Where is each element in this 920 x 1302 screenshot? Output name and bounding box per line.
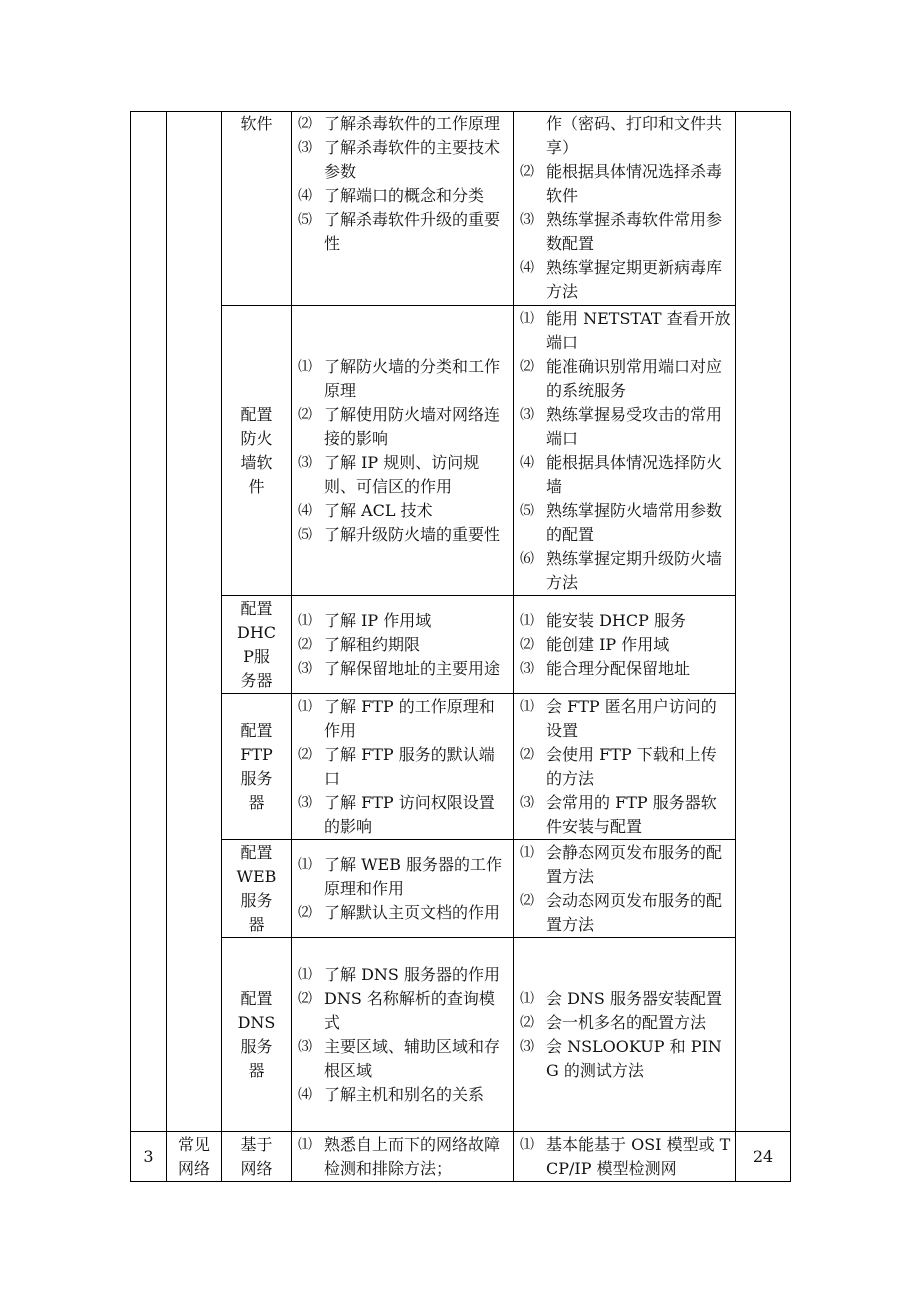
list-item: [298, 112, 509, 136]
topic-cell: 配置FTP服务器: [222, 694, 292, 840]
list-item: [520, 657, 731, 681]
item-number: ⑷: [520, 454, 534, 471]
item-number: ⑴: [520, 698, 534, 715]
number-cell: [131, 112, 167, 1132]
skills-cell: [514, 306, 736, 596]
list-item: [520, 355, 731, 403]
topic-cell: 配置DNS服务器: [222, 938, 292, 1132]
item-number: ⑶: [520, 794, 534, 811]
item-text: 基本能基于 OSI 模型或 TCP/IP 模型检测网: [546, 1134, 731, 1178]
item-text: 了解杀毒软件升级的重要性: [324, 210, 501, 253]
item-text: 能创建 IP 作用域: [546, 634, 670, 654]
list-item: [298, 355, 509, 403]
item-text: 了解 DNS 服务器的作用: [324, 964, 500, 984]
skills-cell: [514, 596, 736, 694]
curriculum-table: [130, 111, 791, 1182]
list-item: [520, 791, 731, 839]
item-text: 了解 ACL 技术: [324, 500, 433, 520]
list-item: [520, 633, 731, 657]
table-row: [131, 306, 791, 596]
list-item: [298, 853, 509, 901]
item-text: 会 FTP 匿名用户访问的设置: [546, 696, 717, 740]
knowledge-list: [292, 853, 513, 925]
item-number: ⑴: [520, 844, 534, 861]
item-text: 了解端口的概念和分类: [324, 186, 485, 205]
item-number: ⑶: [520, 1038, 534, 1055]
topic-cell: 软件: [222, 112, 292, 306]
item-number: ⑵: [298, 990, 312, 1007]
item-number: ⑸: [298, 526, 312, 543]
list-item: [298, 657, 509, 681]
item-text: 熟练掌握防火墙常用参数的配置: [546, 500, 723, 544]
list-item: [298, 987, 509, 1035]
item-number: ⑴: [298, 856, 312, 873]
item-text: 了解 FTP 服务的默认端口: [324, 744, 495, 788]
item-text: 了解杀毒软件的工作原理: [324, 114, 501, 133]
table-row: [131, 112, 791, 306]
list-item: [520, 256, 731, 304]
list-item: [298, 695, 509, 743]
item-text: 能根据具体情况选择杀毒软件: [546, 162, 723, 205]
topic-cell: 配置WEB服务器: [222, 840, 292, 938]
knowledge-list: [292, 695, 513, 839]
category-label: 网络: [177, 1158, 210, 1178]
knowledge-list: [292, 112, 513, 256]
number-cell: [131, 1132, 167, 1182]
list-item: [298, 499, 509, 523]
hours-cell: [736, 1132, 791, 1182]
knowledge-cell: [292, 840, 514, 938]
knowledge-cell: [292, 112, 514, 306]
list-item: [520, 609, 731, 633]
item-text: 会使用 FTP 下载和上传的方法: [546, 744, 717, 788]
hours-cell: [736, 112, 791, 1132]
item-number: ⑵: [298, 636, 312, 653]
item-number: ⑶: [520, 660, 534, 677]
knowledge-list: [292, 1133, 513, 1181]
knowledge-cell: [292, 938, 514, 1132]
topic-label: 基于: [240, 1134, 273, 1154]
item-number: ⑴: [520, 1136, 534, 1153]
skills-list: [514, 307, 735, 595]
item-text: 会常用的 FTP 服务器软件安装与配置: [546, 792, 717, 836]
list-item: [298, 791, 509, 839]
topic-cell: 配置DHCP服务器: [222, 596, 292, 694]
topic-label: 网络: [240, 1158, 273, 1178]
item-number: ⑴: [298, 1136, 312, 1153]
item-text: 了解 FTP 的工作原理和作用: [324, 696, 495, 740]
list-item: [298, 963, 509, 987]
list-item: [520, 307, 731, 355]
list-item: [298, 136, 509, 184]
item-number: ⑵: [298, 746, 312, 763]
list-item: [298, 1083, 509, 1107]
item-number: ⑴: [298, 966, 312, 983]
category-label: 常见: [177, 1134, 210, 1154]
item-number: ⑹: [520, 550, 534, 567]
list-item: [298, 1133, 509, 1181]
knowledge-list: [292, 355, 513, 547]
skills-list: [514, 841, 735, 937]
item-number: ⑵: [298, 406, 312, 423]
item-number: ⑶: [298, 1038, 312, 1055]
skills-cell: [514, 1132, 736, 1182]
list-item: [520, 208, 731, 256]
item-number: ⑷: [520, 260, 534, 276]
skills-list: [514, 112, 735, 304]
item-text: 了解防火墙的分类和工作原理: [324, 356, 501, 400]
table-row: [131, 596, 791, 694]
list-item: [520, 987, 731, 1011]
item-text: 了解 IP 作用域: [324, 610, 432, 630]
list-item: [298, 451, 509, 499]
list-item: [520, 1011, 731, 1035]
list-item: [520, 1133, 731, 1181]
category-cell: [167, 1132, 222, 1182]
item-text: 会动态网页发布服务的配置方法: [546, 890, 723, 934]
skills-list: [514, 609, 735, 681]
item-text: 了解租约期限: [324, 634, 421, 654]
list-item: [520, 499, 731, 547]
topic-cell: 配置防火墙软件: [222, 306, 292, 596]
item-number: ⑴: [520, 612, 534, 629]
item-text: 能根据具体情况选择防火墙: [546, 452, 723, 496]
item-text: 能准确识别常用端口对应的系统服务: [546, 356, 723, 400]
item-number: ⑷: [298, 188, 312, 204]
item-text: 会 NSLOOKUP 和 PING 的测试方法: [546, 1036, 722, 1080]
item-number: ⑵: [520, 358, 534, 375]
item-text: 会 DNS 服务器安装配置: [546, 988, 722, 1008]
knowledge-cell: [292, 694, 514, 840]
skills-list: [514, 1133, 735, 1181]
list-item: [298, 1035, 509, 1083]
item-number: ⑵: [520, 164, 534, 180]
item-number: ⑷: [298, 1086, 312, 1103]
item-text: 了解保留地址的主要用途: [324, 658, 501, 678]
item-number: ⑵: [520, 892, 534, 909]
item-text: 作（密码、打印和文件共享）: [546, 114, 723, 157]
skills-cell: [514, 694, 736, 840]
table-row: [131, 938, 791, 1132]
item-text: 了解 WEB 服务器的工作原理和作用: [324, 854, 503, 898]
list-item: [298, 523, 509, 547]
skills-cell: [514, 938, 736, 1132]
knowledge-list: [292, 963, 513, 1107]
item-text: DNS 名称解析的查询模式: [324, 988, 495, 1032]
list-item: [298, 184, 509, 208]
item-number: [520, 112, 546, 160]
item-number: ⑶: [298, 794, 312, 811]
item-number: ⑴: [298, 612, 312, 629]
item-text: 了解使用防火墙对网络连接的影响: [324, 404, 501, 448]
item-text: 熟练掌握杀毒软件常用参数配置: [546, 210, 723, 253]
list-item: [520, 889, 731, 937]
list-item: [298, 609, 509, 633]
list-item: [520, 695, 731, 743]
item-number: ⑴: [298, 358, 312, 375]
skills-cell: [514, 112, 736, 306]
item-text: 了解升级防火墙的重要性: [324, 524, 501, 544]
item-number: ⑵: [298, 116, 312, 132]
list-item: [520, 160, 731, 208]
list-item: [298, 633, 509, 657]
list-item: [520, 841, 731, 889]
item-text: 熟悉自上而下的网络故障检测和排除方法；: [324, 1134, 501, 1178]
item-text: 了解主机和别名的关系: [324, 1084, 485, 1104]
table-row: [131, 694, 791, 840]
table-row: [131, 840, 791, 938]
item-text: 主要区域、辅助区域和存根区域: [324, 1036, 501, 1080]
item-text: 熟练掌握易受攻击的常用端口: [546, 404, 723, 448]
knowledge-cell: [292, 1132, 514, 1182]
item-text: 了解 FTP 访问权限设置的影响: [324, 792, 495, 836]
item-text: 会一机多名的配置方法: [546, 1012, 707, 1032]
knowledge-list: [292, 609, 513, 681]
item-number: ⑴: [520, 990, 534, 1007]
item-text: 了解 IP 规则、访问规则、可信区的作用: [324, 452, 480, 496]
row-number: 3: [143, 1146, 154, 1166]
skills-list: [514, 987, 735, 1083]
item-number: ⑶: [298, 454, 312, 471]
skills-cell: [514, 840, 736, 938]
hours-value: 24: [752, 1146, 774, 1166]
item-text: 会静态网页发布服务的配置方法: [546, 842, 723, 886]
item-text: 熟练掌握定期更新病毒库方法: [546, 258, 723, 301]
list-item: [298, 743, 509, 791]
item-number: ⑸: [298, 212, 312, 228]
item-number: ⑶: [520, 406, 534, 423]
item-number: ⑷: [298, 502, 312, 519]
list-item: [520, 403, 731, 451]
item-number: ⑴: [298, 698, 312, 715]
category-cell: [167, 112, 222, 1132]
item-number: ⑵: [520, 636, 534, 653]
skills-list: [514, 695, 735, 839]
list-item: [298, 901, 509, 925]
knowledge-cell: [292, 306, 514, 596]
item-number: ⑵: [520, 1014, 534, 1031]
item-number: ⑶: [298, 660, 312, 677]
table-row: [131, 1132, 791, 1182]
item-number: ⑶: [520, 212, 534, 228]
list-item: [520, 112, 731, 160]
list-item: [520, 743, 731, 791]
item-number: ⑵: [520, 746, 534, 763]
item-number: ⑶: [298, 140, 312, 156]
item-number: ⑴: [520, 310, 534, 327]
item-text: 能安装 DHCP 服务: [546, 610, 686, 630]
topic-cell: [222, 1132, 292, 1182]
list-item: [520, 451, 731, 499]
item-number: ⑸: [520, 502, 534, 519]
list-item: [520, 1035, 731, 1083]
list-item: [298, 208, 509, 256]
item-text: 能合理分配保留地址: [546, 658, 691, 678]
knowledge-cell: [292, 596, 514, 694]
item-text: 能用 NETSTAT 查看开放端口: [546, 308, 731, 352]
item-number: ⑵: [298, 904, 312, 921]
list-item: [520, 547, 731, 595]
list-item: [298, 403, 509, 451]
item-text: 了解默认主页文档的作用: [324, 902, 501, 922]
item-text: 熟练掌握定期升级防火墙方法: [546, 548, 723, 592]
item-text: 了解杀毒软件的主要技术参数: [324, 138, 501, 181]
